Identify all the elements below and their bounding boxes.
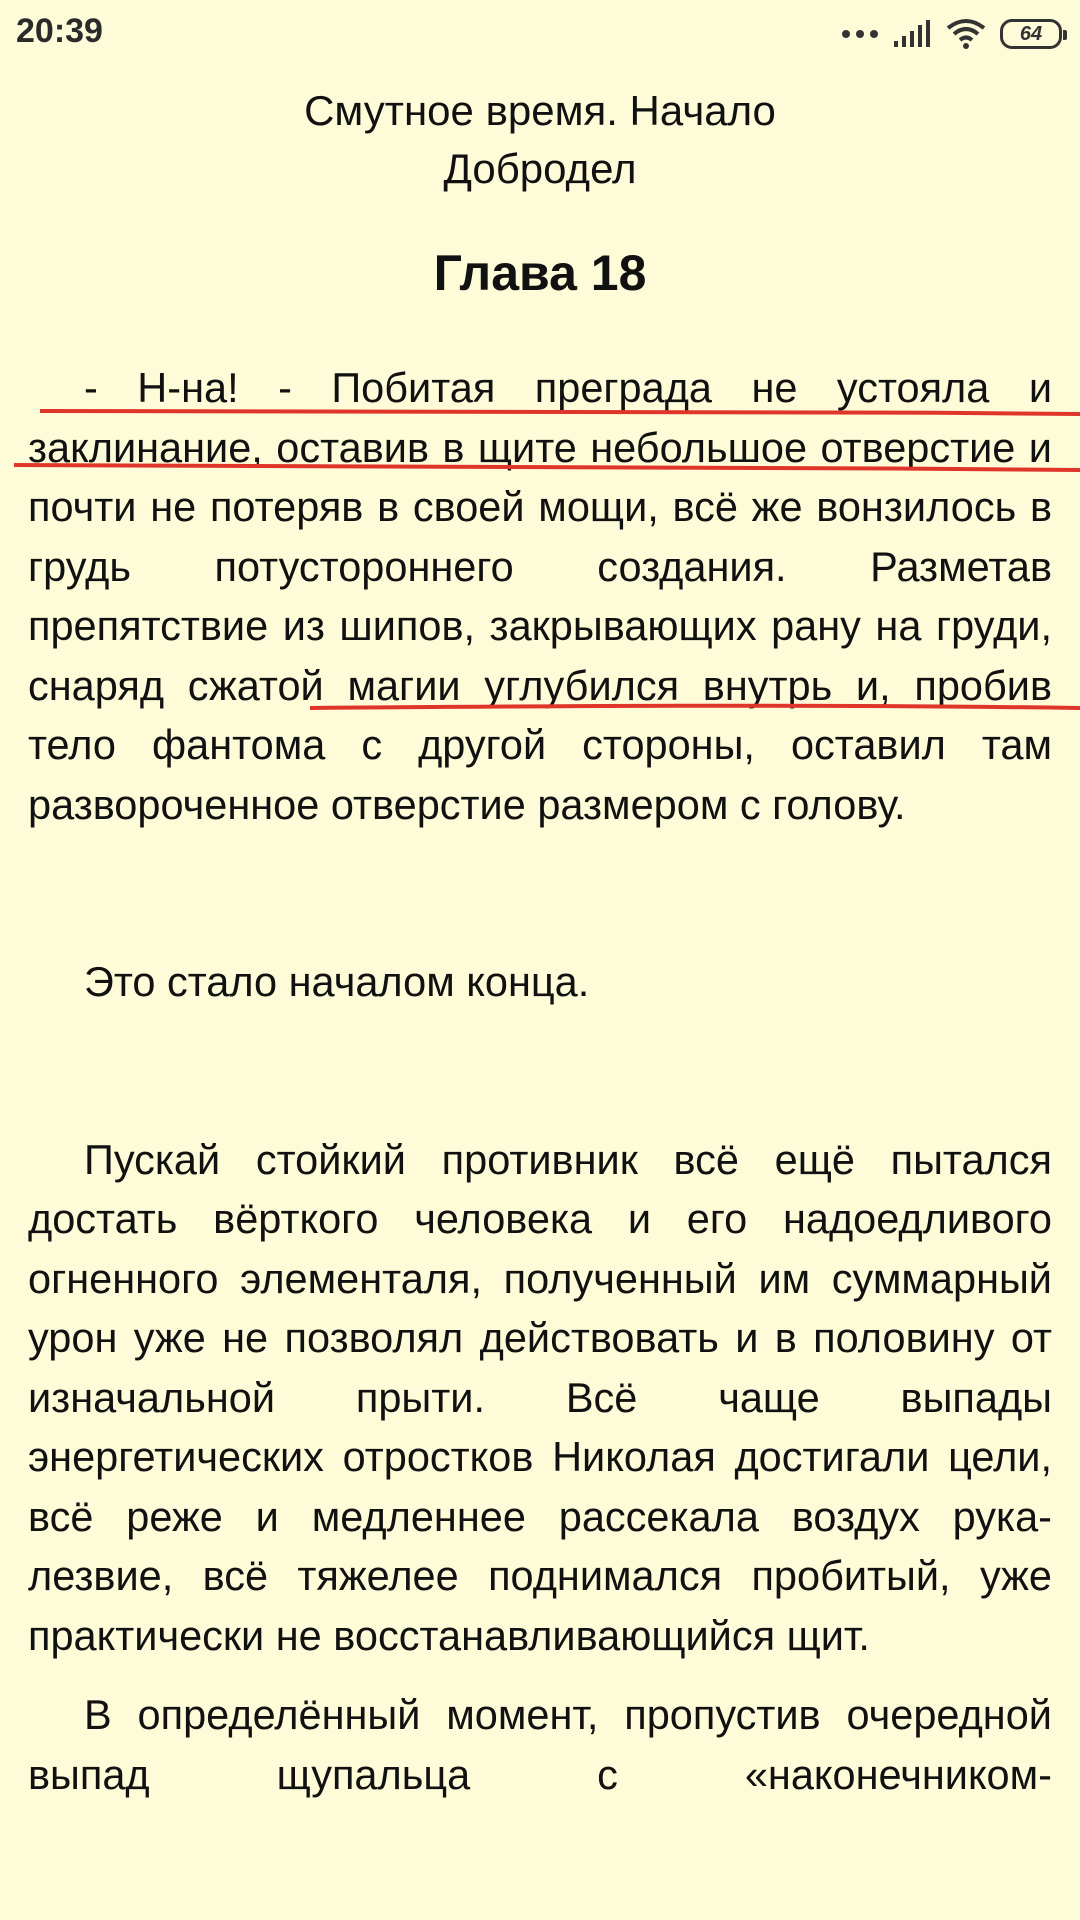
status-bar [0, 0, 1080, 70]
status-icons [842, 14, 1062, 54]
book-header [0, 82, 1080, 198]
book-title: Смутное время. Начало [304, 87, 776, 134]
status-time: 20:39 [16, 12, 103, 50]
more-dots-icon [842, 30, 878, 38]
reader-content[interactable] [28, 358, 1052, 1864]
paragraph: - Н-на! - Побитая преграда не устояла и заклинание, оставив в щите небольшое отверстие и почти не потеряв в своей мощи, всё же вонзилось в грудь потустороннего создания. Разметав препятствие из шипов, закрывающих рану на груди, снаряд сжатой магии углубился внутрь и, пробив тело фантома с другой стороны, оставил там развороченное отверстие размером с голову. [28, 364, 1052, 828]
battery-icon [1000, 19, 1062, 49]
signal-icon [892, 19, 932, 49]
wifi-icon [946, 18, 986, 50]
paragraph: В определённый момент, пропустив очередной выпад щупальца с «наконечником- [28, 1691, 1052, 1798]
battery-level: 64 [1019, 22, 1043, 45]
paragraph: Пускай стойкий противник всё ещё пытался достать вёрткого человека и его надоедливого огненного элементаля, полученный им суммарный урон уже не позволял действовать и в половину от изначальной прыти. Всё чаще выпады энергетических отростков Николая достигали цели, всё реже и медленнее рассекала воздух рука-лезвие, всё тяжелее поднимался пробитый, уже практически не восстанавливающийся щит. [28, 1135, 1052, 1659]
chapter-title: Глава 18 [433, 245, 647, 301]
paragraph: Это стало началом конца. [84, 958, 590, 1005]
book-author: Добродел [443, 145, 637, 192]
